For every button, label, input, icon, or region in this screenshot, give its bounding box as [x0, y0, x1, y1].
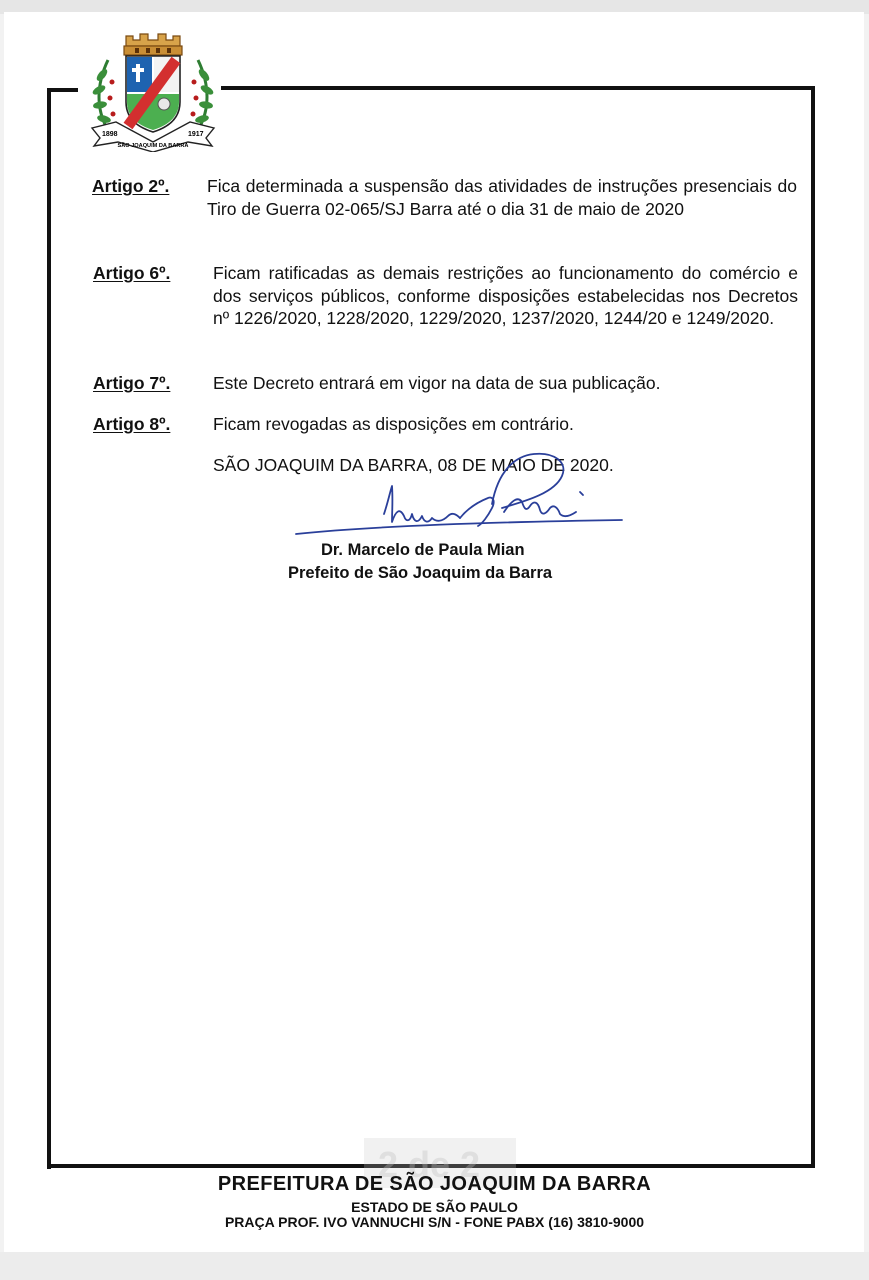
coat-of-arms-logo [88, 30, 218, 152]
article-7-label: Artigo 7º. [93, 373, 171, 393]
article-8-text: Ficam revogadas as disposições em contrário. [213, 414, 574, 434]
article-2-label: Artigo 2º. [92, 176, 170, 196]
frame-border-top [221, 86, 815, 90]
crest-year-right: 1917 [188, 131, 204, 138]
handwritten-signature [292, 452, 628, 548]
article-6-label: Artigo 6º. [93, 263, 171, 283]
frame-border-left [47, 88, 51, 1169]
article-6-text: Ficam ratificadas as demais restrições ao funcionamento do comércio e dos serviços públicos, conforme disposições estabelecidas nos Decretos nº 1226/2020, 1228/2020, 1229/2020, 1237/2020, 1244/20 e 1249/2020. [213, 263, 798, 328]
scan-bottom-strip [0, 1252, 869, 1280]
footer-state: ESTADO DE SÃO PAULO [351, 1199, 518, 1215]
place-and-date: SÃO JOAQUIM DA BARRA, 08 DE MAIO DE 2020. [213, 455, 614, 475]
signatory-name: Dr. Marcelo de Paula Mian [321, 541, 525, 559]
footer-address: PRAÇA PROF. IVO VANNUCHI S/N - FONE PABX (16) 3810-9000 [224, 1214, 645, 1230]
article-8-label: Artigo 8º. [93, 414, 171, 434]
article-7-text: Este Decreto entrará em vigor na data de sua publicação. [213, 373, 661, 393]
frame-border-right [811, 86, 815, 1168]
crest-banner-text: SÃO JOAQUIM DA BARRA [117, 143, 189, 149]
frame-border-top-left [47, 88, 78, 92]
crest-year-left: 1898 [102, 131, 118, 138]
page-number-watermark-text: 2 de 2 [378, 1144, 481, 1185]
signatory-title: Prefeito de São Joaquim da Barra [288, 564, 553, 582]
footer-institution: PREFEITURA DE SÃO JOAQUIM DA BARRA [217, 1173, 652, 1195]
article-2-text: Fica determinada a suspensão das atividades de instruções presenciais do Tiro de Guerra 02-065/SJ Barra até o dia 31 de maio de 2020 [207, 176, 797, 219]
